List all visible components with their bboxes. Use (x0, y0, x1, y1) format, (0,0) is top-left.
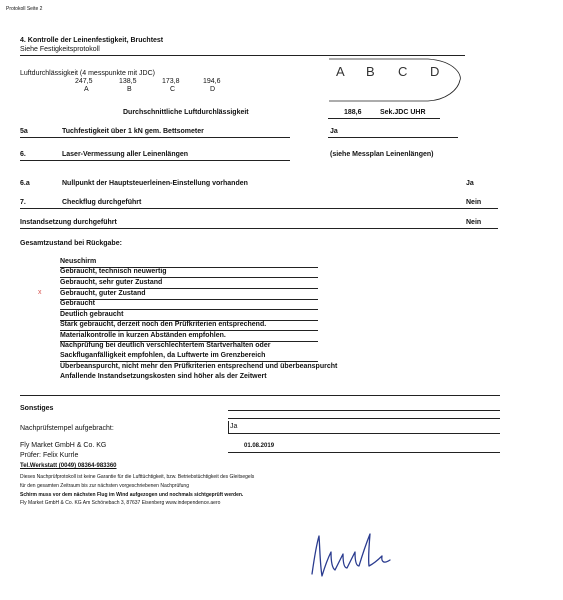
row-5a-number: 5a (20, 128, 28, 135)
disclaimer-line1: Dieses Nachprüfprotokoll ist keine Garantie für die Lufttüchtigkeit, bzw. Betriebstüchtigkeit des Gleitsegels (20, 474, 255, 480)
misc-line-2 (228, 418, 500, 419)
condition-item-material-check: Materialkontrolle in kurzen Abständen empfohlen. (60, 332, 226, 339)
condition-title: Gesamtzustand bei Rückgabe: (20, 240, 122, 247)
wing-letter-c: C (398, 64, 408, 79)
row-5a-underline-left (20, 137, 290, 138)
condition-line (60, 288, 318, 289)
condition-item-technically-new: Gebraucht, technisch neuwertig (60, 268, 167, 275)
disclaimer-line2: für den gesamten Zeitraum bis zur nächsten vorgeschriebenen Nachprüfung (20, 483, 189, 489)
page-label: Protokoll Seite 2 (6, 6, 43, 12)
row-6-underline (20, 160, 290, 161)
airflow-value-b: 138,5 (119, 78, 137, 85)
condition-line (60, 309, 318, 310)
airflow-value-a: 247,5 (75, 78, 93, 85)
airflow-letter-b: B (127, 86, 132, 93)
row-7-label: Checkflug durchgeführt (62, 199, 142, 206)
airflow-average-unit: Sek.JDC UHR (380, 109, 426, 116)
condition-item-recheck-line2: Sackfluganfälligkeit empfohlen, da Luftwerte im Grenzbereich (60, 352, 266, 359)
flight-notice: Schirm muss vor dem nächsten Flug im Wind aufgezogen und nochmals sichtgeprüft werden. (20, 492, 244, 498)
row-6a-value: Ja (466, 180, 474, 187)
condition-line (60, 277, 318, 278)
condition-item-new: Neuschirm (60, 258, 97, 265)
row-7-underline (20, 208, 498, 209)
condition-item-good: Gebraucht, guter Zustand (60, 290, 146, 297)
wing-letter-a: A (336, 64, 345, 79)
condition-line (60, 299, 318, 300)
misc-line-1 (228, 410, 500, 411)
wing-diagram (328, 58, 463, 102)
airflow-letter-c: C (170, 86, 176, 93)
condition-item-very-good: Gebraucht, sehr guter Zustand (60, 279, 163, 286)
wing-letter-d: D (430, 64, 440, 79)
condition-item-heavily-used: Stark gebraucht, derzeit noch den Prüfkriterien entsprechend. (60, 321, 267, 328)
repair-label: Instandsetzung durchgeführt (20, 219, 117, 226)
airflow-letter-d: D (210, 86, 216, 93)
row-6a-number: 6.a (20, 180, 30, 187)
condition-item-repair-costs: Anfallende Instandsetzungskosten sind höher als der Zeitwert (60, 373, 267, 380)
misc-divider-top (20, 395, 500, 396)
misc-title: Sonstiges (20, 405, 54, 412)
section4-divider (20, 55, 465, 56)
row-6-label: Laser-Vermessung aller Leinenlängen (62, 151, 189, 158)
row-5a-value: Ja (330, 128, 338, 135)
condition-selected-mark: x (38, 289, 42, 296)
signature (298, 530, 408, 582)
row-7-number: 7. (20, 199, 26, 206)
stamp-value: Ja (230, 423, 238, 430)
airflow-value-d: 194,6 (203, 78, 221, 85)
inspection-date: 01.08.2019 (244, 443, 275, 449)
repair-underline (20, 228, 498, 229)
company-name: Fly Market GmbH & Co. KG (20, 442, 107, 449)
stamp-label: Nachprüfstempel aufgebracht: (20, 425, 114, 432)
row-6a-label: Nullpunkt der Hauptsteuerleinen-Einstellung vorhanden (62, 180, 248, 187)
row-6-value: (siehe Messplan Leinenlängen) (330, 151, 434, 158)
airflow-average-value: 188,6 (344, 109, 362, 116)
airflow-label: Luftdurchlässigkeit (4 messpunkte mit JDC) (20, 70, 155, 77)
airflow-average-label: Durchschnittliche Luftdurchlässigkeit (123, 109, 249, 116)
airflow-value-c: 173,8 (162, 78, 180, 85)
row-5a-label: Tuchfestigkeit über 1 kN gem. Bettsometer (62, 128, 204, 135)
airflow-average-underline (328, 118, 440, 119)
condition-line (60, 361, 318, 362)
row-6-number: 6. (20, 151, 26, 158)
section4-title: 4. Kontrolle der Leinenfestigkeit, Bruchtest (20, 37, 164, 44)
inspector-name: Prüfer: Felix Kurrle (20, 452, 79, 459)
stamp-box-left (228, 421, 229, 433)
stamp-underline (228, 433, 500, 434)
wing-letter-b: B (366, 64, 375, 79)
date-underline (228, 452, 500, 453)
condition-item-overstressed: Überbeanspurcht, nicht mehr den Prüfkriterien entsprechend und überbeanspurcht (60, 363, 338, 370)
row-7-value: Nein (466, 199, 482, 206)
section4-subtitle: Siehe Festigkeitsprotokoll (20, 46, 100, 53)
company-address: Fly Market GmbH & Co. KG Am Schönebach 3, 87637 Eisenberg www.independence.aero (20, 500, 221, 506)
row-5a-underline-right (328, 137, 458, 138)
repair-value: Nein (466, 219, 482, 226)
condition-item-clearly-used: Deutlich gebraucht (60, 311, 124, 318)
condition-item-used: Gebraucht (60, 300, 96, 307)
condition-line (60, 330, 318, 331)
workshop-phone: Tel.Werkstatt (0049) 08364-983360 (20, 463, 117, 469)
condition-item-recheck-line1: Nachprüfung bei deutlich verschlechtertem Startverhalten oder (60, 342, 271, 349)
airflow-letter-a: A (84, 86, 89, 93)
